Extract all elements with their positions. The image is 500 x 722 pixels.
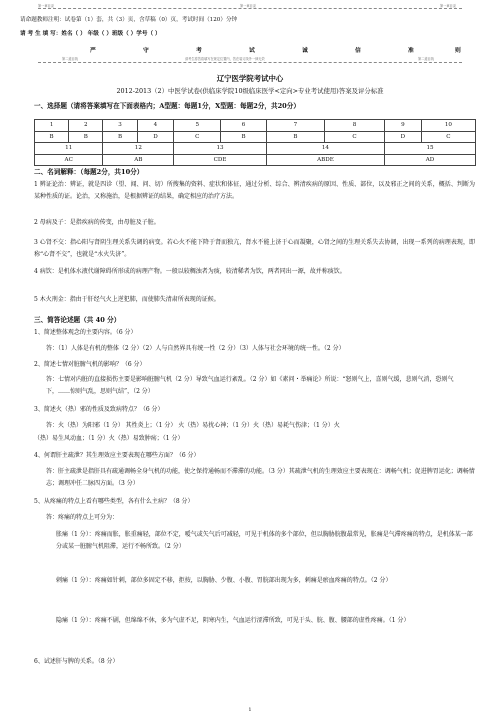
answer-4: 答：肝主疏泄是指肝具有疏通调畅全身气机的功能，使之保持通畅而不滞滞的功能。（3 分）其疏泄气机的生理效应主要表现在：调畅气机；促进脾胃运化；调畅情志；调理冲任二脉四方面。（3 分） [46,468,475,487]
table-cell: ABDE [266,154,384,166]
table-cell: 7 [266,120,324,132]
answer-3-line2: （热）易生风动血；（1 分）火（热）易致肿疡；（1 分） [34,435,184,442]
strip-char-6: 信 [355,48,362,54]
binding-tiny-center: 请考生将答卷填写在规定位置内，答在装订线外一律无效 [185,57,265,61]
definition-1: 1 辨证论治：辨证，就是四诊（望、闻、问、切）所搜集的资料、症状和体征，通过分析、综合、辨清疾病的原因、性质、部位，以及邪正之间的关系，概括、判断为某种性质的证。论治，又称施治，是根据辨证的结果，确定相应的治疗方法。 [34,181,475,200]
definition-3: 3 心肾不交：指心阳与肾阴生理关系失调的病变。若心火不能下降于肾而独亢，肾水不能上济于心而凝聚，心肾之间的生理关系失去协调，出现一系列的病理表现，即称“心肾不交”，也就是“水火失济”。 [34,239,475,258]
answer-2: 答：七情对内脏的直接损伤主要是影响脏腑气机（2 分）导致气血运行紊乱。（2 分）如《素问・举痛论》所说：“怒则气上，喜则气缓，悲则气消，恐则气下，……惊则气乱，思则气结”，（2 分） [46,376,454,395]
table-row [35,120,476,132]
table-cell: B [221,131,267,143]
table-cell: 9 [385,120,422,132]
question-3: 3、简述火（热）邪的性质及致病特点？（6 分） [34,406,164,413]
table-cell: C [324,131,384,143]
strip-char-8: 则 [455,48,462,54]
strip-char-1: 严 [90,48,97,54]
exam-title: 2012-2013（2）中医学试卷(供临床学院10级临床医学<定向>专业考试使用)答案及评分标准 [116,87,384,95]
table-cell: CDE [174,154,266,166]
header-tiny-left: 第一章目录 [38,4,54,8]
strip-char-3: 考 [196,48,203,54]
instruction-line: 请命题教师注明：试卷第（1）套，共（3）页，含草稿（0）页，考试时间（120）分钟 [20,17,238,23]
section3-title: 三、简答论述题（共 40 分） [34,316,121,324]
table-cell: C [174,131,221,143]
student-info-line: 请 考 生 填 写：姓名（ ） 年级（ ）班级（ ）学号（ ） [20,31,161,37]
section2-title: 二、名词解释：（每题2分，共10分） [34,168,144,176]
table-cell: 6 [221,120,267,132]
table-cell: 1 [35,120,69,132]
table-cell: 5 [174,120,221,132]
table-cell: B [103,131,137,143]
binding-line-bottom [38,62,462,63]
question-4: 4、何谓肝主疏泄？其生理效应主要表现在哪些方面？（6 分） [34,452,200,459]
table-cell: D [137,131,174,143]
question-1: 1、简述整体观念的主要内容。（6 分） [34,329,137,336]
header-tiny-center: 第一章目录 [240,4,256,8]
school-title: 辽宁医学院考试中心 [216,74,284,83]
header-tiny-right: 第一章目录 [440,4,456,8]
definition-4: 4 病饮：是机体水液代谢障碍所形成的病理产物。一般以较稠浊者为痰，较清稀者为饮，两者同出一源，故并称痰饮。 [34,268,346,275]
question-2: 2、简述七情对脏腑气机的影响？（6 分） [34,361,146,368]
answer-5-distending-pain: 胀痛（1 分）：疼痛而胀，胀重痛轻，部位不定，嗳气或矢气后可减轻，可见于机体的多个部位，但以胸胁脘腹最常见，胀痛是气滞疼痛的特点，是机体某一部分或某一脏腑气机阻滞，运行不畅所致。（2 分） [56,531,473,550]
question-6: 6、试述肝与脾的关系。（8 分） [34,658,119,665]
binding-tiny-right: 第二道目线 [418,57,434,61]
table-cell: 11 [35,143,103,155]
table-row [35,143,476,155]
answer-5-stabbing-pain: 刺痛（1 分）：疼痛如针刺，部位多固定不移，拒按，以胸胁、少腹、小腹、胃脘部出现为多，刺痛是瘀血疼痛的特点。（2 分） [56,577,392,584]
table-cell: 8 [324,120,384,132]
binding-line-top [38,8,462,9]
table-cell: 10 [421,120,475,132]
page-number: 1 [248,707,252,713]
table-cell: 12 [103,143,174,155]
strip-char-5: 诚 [302,48,309,54]
table-cell: B [35,131,69,143]
table-cell: AC [35,154,103,166]
answer-table [34,119,476,166]
definition-5: 5 木火刑金：指由于肝经气火上逆犯肺，而使肺失清肃所表现的证候。 [34,296,220,303]
table-cell: B [266,131,324,143]
table-cell: 3 [103,120,137,132]
table-cell: D [385,131,422,143]
strip-char-2: 守 [143,48,150,54]
table-cell: AB [103,154,174,166]
table-row [35,154,476,166]
table-row [35,131,476,143]
table-cell: 2 [69,120,103,132]
table-cell: 15 [385,143,476,155]
table-cell: 14 [266,143,384,155]
table-cell: 4 [137,120,174,132]
answer-5-dull-pain: 隐痛（1 分）：疼痛不剧，但绵绵不休，多为气虚不足，阴寒内生，气血运行涩滞所致，可见于头、脘、腹、腰部的虚性疼痛。（1 分） [56,617,410,624]
strip-char-7: 准 [408,48,415,54]
question-5: 5、从疼痛的特点上看有哪些类型，各有什么主病？（8 分） [34,498,194,505]
section1-title: 一、选择题（请将答案填写在下面表格内；A型题：每题1分，X型题：每题2分，共20分） [34,102,300,110]
table-cell: AD [385,154,476,166]
answer-5-intro: 答：疼痛的特点上可分为： [46,514,119,521]
answer-3-line1: 答：火（热）为阳邪（1 分） 其性炎上；（1 分） 火（热）易扰心神；（1 分）火（热）易耗气伤津；（1 分）火 [46,422,340,429]
strip-char-4: 试 [249,48,256,54]
table-cell: B [69,131,103,143]
table-cell: C [421,131,475,143]
binding-tiny-left: 第二道目线 [62,57,78,61]
definition-2: 2 母病及子：是指疾病的传变，由母脏及子脏。 [34,219,160,226]
table-cell: 13 [174,143,266,155]
answer-1: 答：（1）人体是有机的整体（2 分）（2）人与自然界具有统一性（2 分）（3）人体与社会环境的统一性。（2 分） [46,345,345,352]
